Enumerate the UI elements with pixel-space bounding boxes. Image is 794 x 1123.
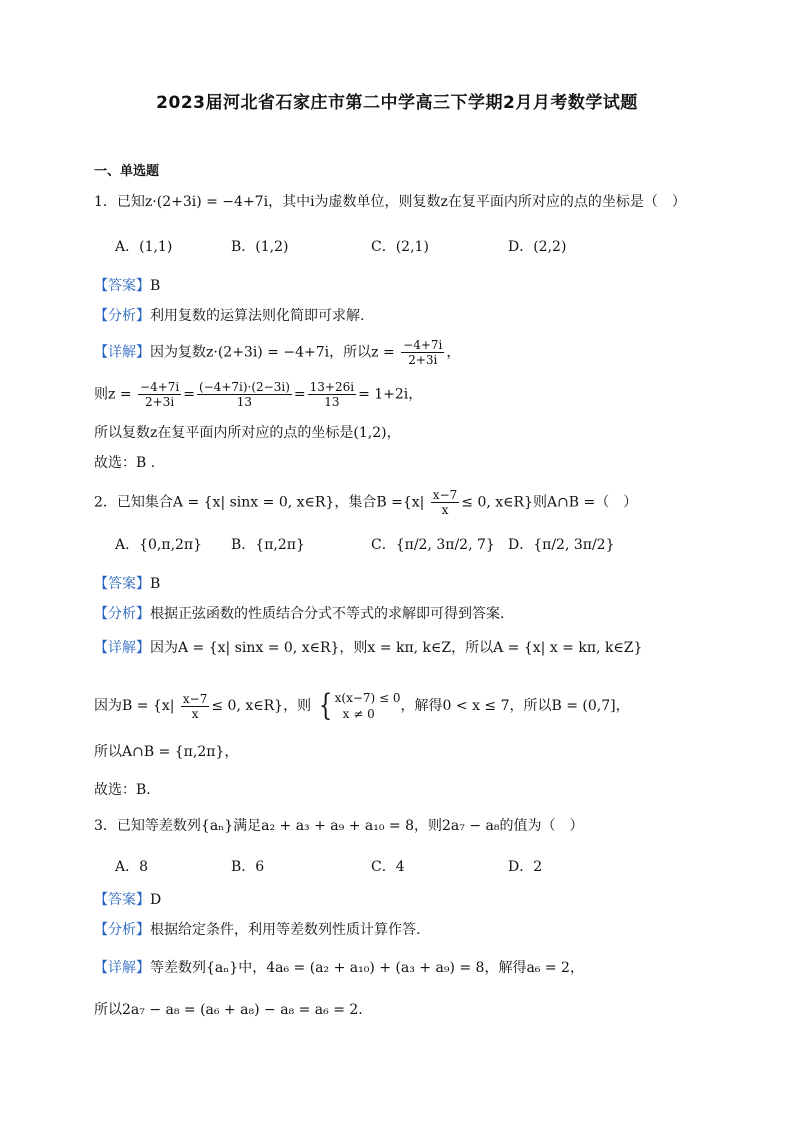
q3-option-a[interactable]: A．8	[115, 859, 149, 875]
analysis-text: 根据正弦函数的性质结合分式不等式的求解即可得到答案.	[150, 606, 505, 622]
page-title: 2023届河北省石家庄市第二中学高三下学期2月月考数学试题	[156, 93, 638, 113]
detail-text: ，解得0 < x ≤ 7，所以B = (0,7]，	[400, 698, 630, 714]
q2-detail-line-1	[94, 638, 642, 658]
detail-text: ，	[446, 344, 461, 361]
fraction-denominator: 2+3i	[408, 353, 438, 367]
q1-detail-line-2: 则z = $\frac{-4+7i}{2+3i}$ = $\frac{(-4+7i)\cdot(2-3i)}{13}$ = $\frac{13+26i}{13}$ = 1+2i，	[94, 380, 423, 409]
fraction	[197, 380, 292, 409]
fraction-denominator: 13	[236, 395, 253, 409]
analysis-tag: 【分析】	[94, 922, 150, 938]
detail-text: = 1+2i，	[358, 386, 423, 403]
fraction-numerator: −4+7i	[403, 338, 443, 352]
fraction-denominator: x	[441, 503, 449, 517]
q3-stem: 3．已知等差数列{aₙ}满足a₂ + a₃ + a₉ + a₁₀ = 8，则2a₇ − a₈的值为（ ）	[94, 818, 584, 834]
stem-text: {x|	[402, 494, 425, 511]
q1-option-d[interactable]: D．(2,2)	[508, 239, 567, 255]
q2-option-b[interactable]: B．{π,2π}	[231, 537, 305, 553]
fraction	[431, 488, 459, 517]
q3-option-c[interactable]: C．4	[371, 859, 405, 875]
detail-text: 则z =	[94, 386, 132, 403]
fraction-numerator: x−7	[432, 488, 458, 502]
q2-answer	[94, 574, 160, 594]
fraction-numerator: (−4+7i)·(2−3i)	[198, 380, 290, 394]
fraction	[181, 692, 209, 721]
detail-text: 等差数列{aₙ}中，4a₆ = (a₂ + a₁₀) + (a₃ + a₉) = 8，解得a₆ = 2，	[150, 960, 584, 976]
q1-answer	[94, 276, 160, 296]
q3-detail-line-2: 所以2a₇ − a₈ = (a₆ + a₈) − a₈ = a₆ = 2.	[94, 1002, 363, 1018]
fraction-denominator: 2+3i	[145, 395, 175, 409]
q2-analysis	[94, 604, 504, 624]
q1-option-a[interactable]: A．(1,1)	[115, 239, 173, 255]
answer-value: B	[150, 278, 161, 294]
q1-detail-line-1	[94, 338, 460, 367]
inequality-system	[335, 690, 401, 722]
fraction-denominator: x	[191, 706, 199, 721]
system-row: x ≠ 0	[342, 707, 375, 721]
analysis-tag: 【分析】	[94, 308, 150, 324]
detail-tag: 【详解】	[94, 960, 150, 976]
analysis-text: 利用复数的运算法则化简即可求解.	[150, 308, 365, 324]
q2-detail-line-3: 所以A∩B = {π,2π}，	[94, 744, 239, 760]
q1-stem: 1．已知z·(2+3i) = −4+7i，其中i为虚数单位，则复数z在复平面内所对应的点的坐标是（ ）	[94, 194, 686, 210]
q2-option-d[interactable]: D．{π/2, 3π/2}	[508, 537, 615, 553]
detail-tag: 【详解】	[94, 640, 150, 656]
q1-detail-line-3: 所以复数z在复平面内所对应的点的坐标是(1,2)，	[94, 425, 401, 441]
q2-option-a[interactable]: A．{0,π,2π}	[115, 537, 203, 553]
stem-text: 则A∩B =（ ）	[532, 494, 638, 511]
q1-detail-line-4: 故选：B .	[94, 455, 156, 471]
stem-text: ≤ 0, x∈R}	[461, 494, 533, 511]
q3-option-b[interactable]: B．6	[231, 859, 265, 875]
q1-option-b[interactable]: B．(1,2)	[231, 239, 289, 255]
section-heading: 一、单选题	[94, 164, 160, 179]
fraction	[138, 380, 181, 409]
q3-detail-line-1	[94, 958, 584, 978]
q2-option-c[interactable]: C．{π/2, 3π/2, 7}	[371, 537, 495, 553]
q3-analysis	[94, 920, 420, 940]
fraction	[308, 380, 356, 409]
detail-tag: 【详解】	[94, 344, 150, 361]
q2-detail-line-2	[94, 690, 630, 722]
detail-text: 因为B = {x|	[94, 698, 175, 714]
q1-option-c[interactable]: C．(2,1)	[371, 239, 429, 255]
detail-text: 因为A = {x| sinx = 0, x∈R}，则x = kπ, k∈Z，所以A = {x| x = kπ, k∈Z}	[150, 640, 643, 656]
analysis-tag: 【分析】	[94, 606, 150, 622]
q2-detail-line-4: 故选：B.	[94, 782, 151, 798]
detail-text: 因为复数z·(2+3i) = −4+7i，所以z =	[150, 344, 395, 361]
q2-stem	[94, 488, 637, 517]
answer-tag: 【答案】	[94, 278, 150, 294]
answer-tag: 【答案】	[94, 576, 150, 592]
fraction-numerator: −4+7i	[140, 380, 180, 394]
brace-icon: {	[318, 688, 332, 723]
detail-text: ≤ 0, x∈R}，则	[211, 698, 312, 714]
fraction-denominator: 13	[324, 395, 340, 409]
analysis-text: 根据给定条件，利用等差数列性质计算作答.	[150, 922, 421, 938]
q3-answer	[94, 890, 161, 910]
answer-value: B	[150, 576, 161, 592]
q1-analysis	[94, 306, 364, 326]
fraction-numerator: x−7	[182, 691, 208, 706]
answer-tag: 【答案】	[94, 892, 150, 908]
fraction-numerator: 13+26i	[309, 380, 355, 394]
fraction	[401, 338, 444, 367]
q3-option-d[interactable]: D．2	[508, 859, 543, 875]
system-row: x(x−7) ≤ 0	[334, 691, 401, 705]
stem-text: 2．已知集合A = {x| sinx = 0, x∈R}，集合B =	[94, 494, 403, 511]
answer-value: D	[150, 892, 162, 908]
